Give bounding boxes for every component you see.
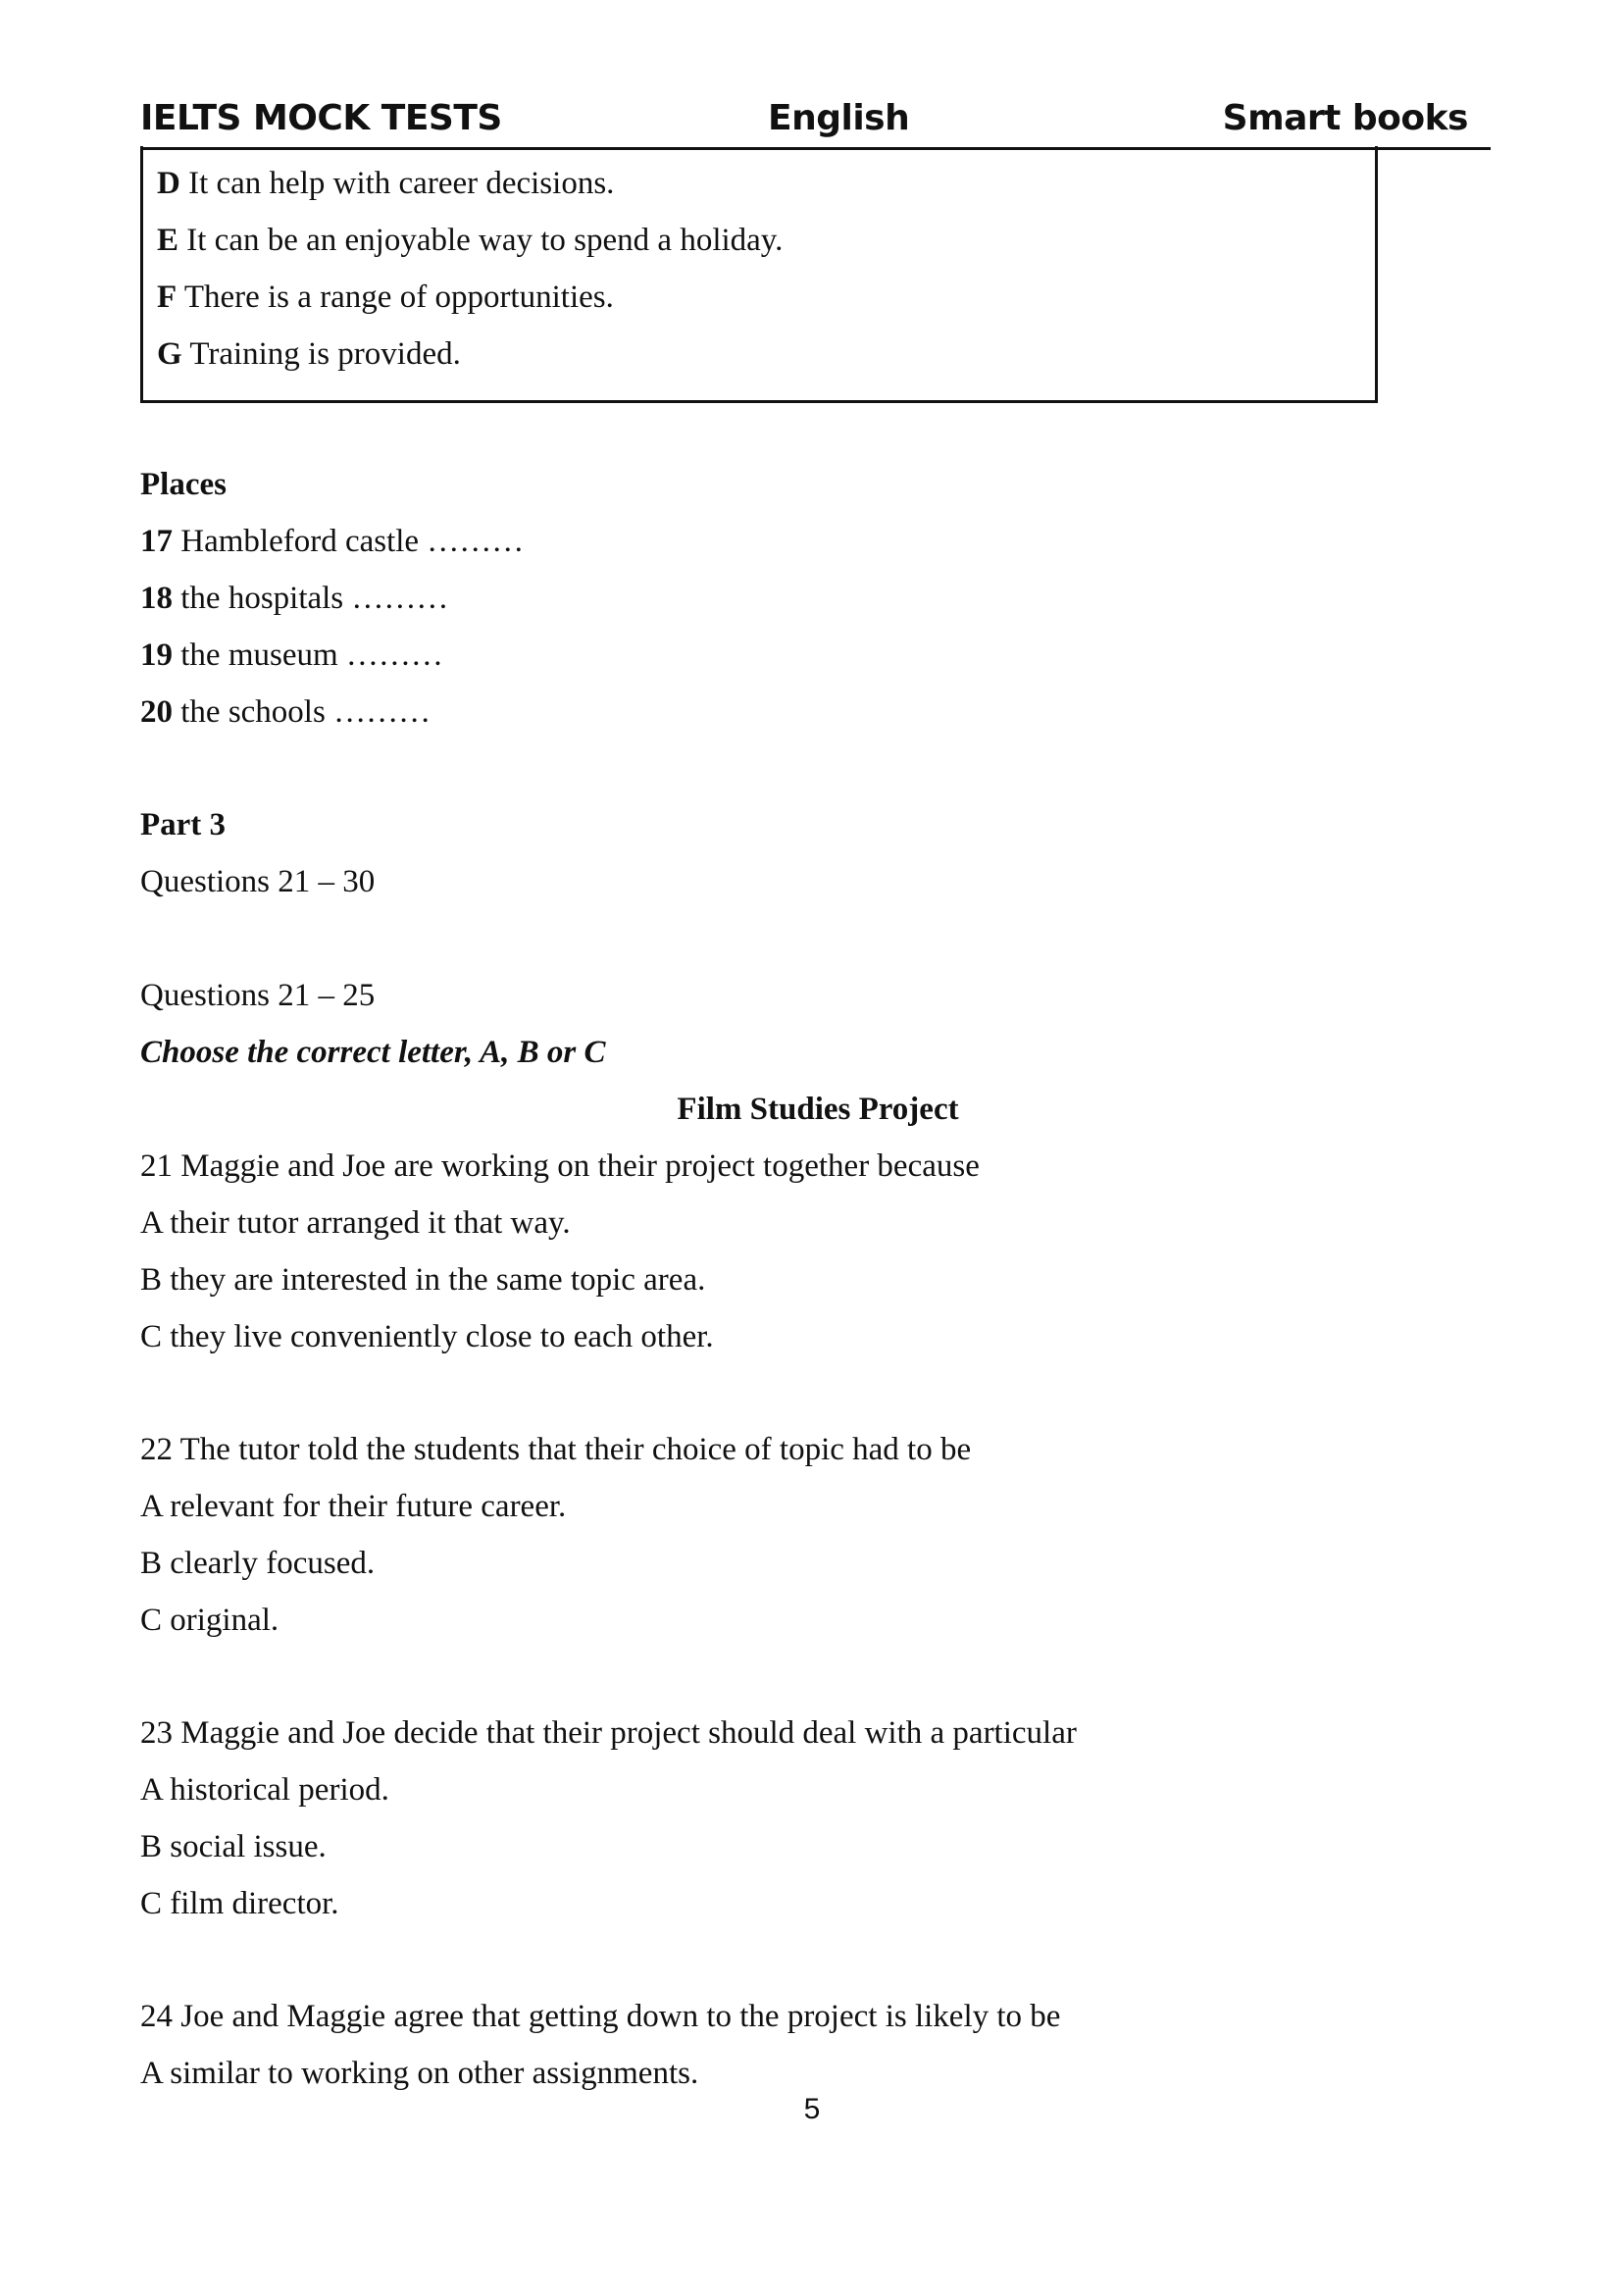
place-text: Hambleford castle ……… — [173, 524, 525, 559]
options-box — [140, 146, 1378, 403]
instruction: Choose the correct letter, A, B or C — [140, 1035, 606, 1070]
question-23-stem: 23 Maggie and Joe decide that their project should deal with a particular — [140, 1715, 1077, 1751]
option-letter: D — [157, 166, 180, 201]
option-text: Training is provided. — [181, 336, 461, 372]
question-23-option-b: B social issue. — [140, 1829, 327, 1864]
question-21-option-b: B they are interested in the same topic area. — [140, 1262, 706, 1298]
option-e — [157, 221, 783, 260]
question-number: 19 — [140, 637, 173, 673]
question-21-option-a: A their tutor arranged it that way. — [140, 1205, 571, 1241]
header-title: IELTS MOCK TESTS — [140, 98, 502, 138]
header-subject: English — [768, 98, 910, 138]
question-number: 17 — [140, 524, 173, 559]
option-text: It can help with career decisions. — [179, 166, 615, 201]
option-g — [157, 334, 461, 374]
option-text: There is a range of opportunities. — [177, 280, 614, 315]
part3-heading: Part 3 — [140, 807, 227, 842]
question-24-stem: 24 Joe and Maggie agree that getting down to the project is likely to be — [140, 1999, 1061, 2034]
question-22-option-c: C original. — [140, 1603, 279, 1638]
section-title: Film Studies Project — [677, 1092, 959, 1127]
questions-subrange: Questions 21 – 25 — [140, 978, 376, 1013]
option-f — [157, 278, 614, 317]
place-text: the hospitals ……… — [173, 581, 449, 616]
question-21-option-c: C they live conveniently close to each other. — [140, 1319, 714, 1354]
page-number: 5 — [803, 2093, 821, 2125]
question-22-option-b: B clearly focused. — [140, 1546, 376, 1581]
page-header — [140, 94, 1491, 150]
places-heading: Places — [140, 467, 227, 502]
question-number: 20 — [140, 694, 173, 730]
option-d — [157, 164, 614, 203]
place-item-18 — [140, 579, 448, 618]
header-publisher: Smart books — [1222, 98, 1468, 138]
place-item-17 — [140, 522, 524, 561]
question-24-option-a: A similar to working on other assignments. — [140, 2056, 699, 2091]
option-text: It can be an enjoyable way to spend a holiday. — [178, 223, 784, 258]
question-23-option-c: C film director. — [140, 1886, 339, 1921]
question-21-stem: 21 Maggie and Joe are working on their project together because — [140, 1148, 980, 1184]
place-item-19 — [140, 636, 443, 675]
questions-range: Questions 21 – 30 — [140, 864, 376, 899]
option-letter: E — [157, 223, 179, 258]
option-letter: F — [157, 280, 178, 315]
question-number: 18 — [140, 581, 173, 616]
place-text: the schools ……… — [173, 694, 431, 730]
question-22-option-a: A relevant for their future career. — [140, 1489, 567, 1524]
place-text: the museum ……… — [173, 637, 443, 673]
question-23-option-a: A historical period. — [140, 1772, 389, 1808]
place-item-20 — [140, 692, 431, 732]
question-22-stem: 22 The tutor told the students that their choice of topic had to be — [140, 1432, 972, 1467]
option-letter: G — [157, 336, 182, 372]
